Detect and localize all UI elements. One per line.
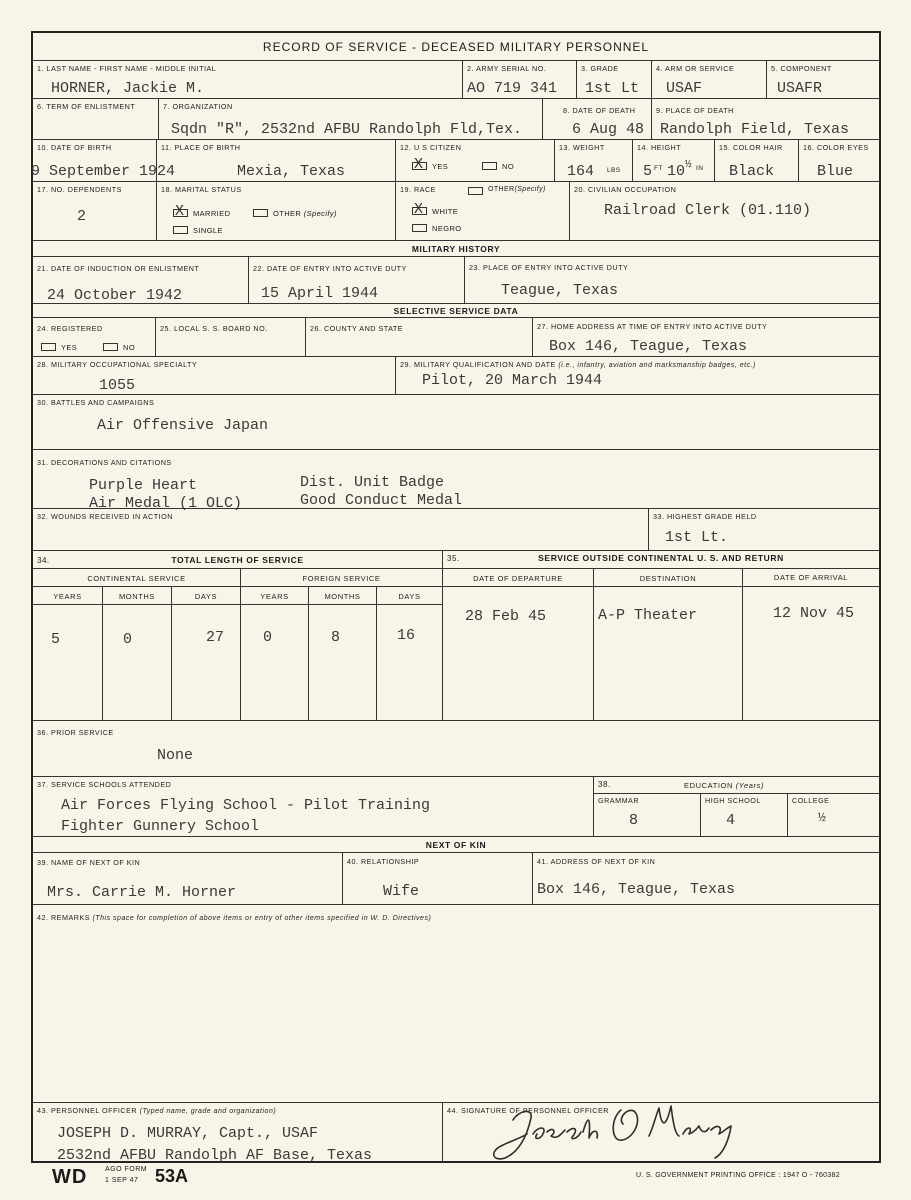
field-1-label: 1. LAST NAME - FIRST NAME - MIDDLE INITIAL: [37, 64, 217, 73]
field-11: [157, 140, 396, 182]
height-ft-unit: FT: [654, 165, 663, 172]
home-address: Box 146, Teague, Texas: [549, 338, 748, 355]
grammar-years: 8: [629, 812, 639, 829]
cont-years-label: YEARS: [53, 592, 82, 601]
marital-other-checkbox[interactable]: [253, 209, 268, 217]
single-label: SINGLE: [193, 226, 223, 235]
field-9-label: 9. PLACE OF DEATH: [656, 106, 734, 115]
destination-cell: [594, 587, 743, 721]
next-of-kin-name: Mrs. Carrie M. Horner: [47, 884, 237, 901]
field-4: [652, 61, 767, 99]
field-44: [443, 1103, 879, 1161]
departure-label: DATE OF DEPARTURE: [473, 574, 563, 583]
civilian-occupation: Railroad Clerk (01.110): [604, 202, 812, 219]
field-21: [33, 257, 249, 304]
white-label: WHITE: [432, 207, 459, 216]
citizen-yes-mark: X: [414, 156, 424, 173]
field-22-label: 22. DATE OF ENTRY INTO ACTIVE DUTY: [253, 264, 407, 273]
arrival-cell: [743, 587, 879, 721]
for-days-cell: [377, 605, 443, 721]
field-40-label: 40. RELATIONSHIP: [347, 857, 420, 866]
decoration-2: Air Medal (1 OLC): [89, 495, 243, 512]
negro-label: NEGRO: [432, 224, 462, 233]
field-30-label: 30. BATTLES AND CAMPAIGNS: [37, 398, 155, 407]
negro-checkbox[interactable]: [412, 224, 427, 232]
field-39-label: 39. NAME OF NEXT OF KIN: [37, 858, 141, 867]
registered-yes-label: YES: [61, 343, 78, 352]
field-14-label: 14. HEIGHT: [637, 143, 682, 152]
cont-days-value: 27: [206, 629, 225, 646]
school-1: Air Forces Flying School - Pilot Training: [61, 797, 431, 814]
field-24: [33, 318, 156, 357]
college-years: ½: [818, 810, 826, 825]
field-21-label: 21. DATE OF INDUCTION OR ENLISTMENT: [37, 264, 200, 273]
mos: 1055: [99, 377, 136, 394]
married-mark: X: [175, 203, 185, 220]
battles-campaigns: Air Offensive Japan: [97, 417, 269, 434]
component: USAFR: [777, 80, 823, 97]
field-43: [33, 1103, 443, 1164]
field-35-num: 35.: [447, 554, 460, 563]
personnel-officer-name: JOSEPH D. MURRAY, Capt., USAF: [57, 1125, 319, 1142]
destination: A-P Theater: [598, 607, 698, 624]
footer-wd: WD: [52, 1166, 88, 1188]
date-of-death: 6 Aug 48: [572, 121, 645, 138]
organization: Sqdn "R", 2532nd AFBU Randolph Fld,Tex.: [171, 121, 523, 138]
for-years-value: 0: [263, 629, 273, 646]
arm-or-service: USAF: [666, 80, 703, 97]
field-42: [33, 905, 879, 1103]
for-days-value: 16: [397, 627, 416, 644]
field-12-label: 12. U S CITIZEN: [400, 143, 462, 152]
field-28: [33, 357, 396, 395]
field-11-label: 11. PLACE OF BIRTH: [161, 143, 241, 152]
arrival-date: 12 Nov 45: [773, 605, 855, 622]
grammar-cell: [594, 793, 701, 837]
decoration-4: Good Conduct Medal: [300, 492, 463, 509]
field-10-label: 10. DATE OF BIRTH: [37, 143, 112, 152]
departure-header: [443, 569, 594, 587]
field-36-label: 36. PRIOR SERVICE: [37, 728, 114, 737]
field-28-label: 28. MILITARY OCCUPATIONAL SPECIALTY: [37, 360, 198, 369]
field-5: [767, 61, 879, 99]
field-25-label: 25. LOCAL S. S. BOARD NO.: [160, 324, 268, 333]
white-mark: X: [414, 201, 424, 218]
military-qualification: Pilot, 20 March 1944: [422, 372, 603, 389]
grade: 1st Lt: [585, 80, 640, 97]
height-frac: ½: [685, 159, 692, 171]
high-school-years: 4: [726, 812, 736, 829]
field-41: [533, 853, 879, 905]
next-of-kin-address: Box 146, Teague, Texas: [537, 881, 736, 898]
footer-form-number: 53A: [155, 1166, 189, 1186]
school-2: Fighter Gunnery School: [61, 818, 260, 835]
personnel-officer-org: 2532nd AFBU Randolph AF Base, Texas: [57, 1147, 373, 1164]
highest-grade: 1st Lt.: [665, 529, 729, 546]
field-37: [33, 777, 594, 837]
cont-days-cell: [172, 605, 241, 721]
field-36: [33, 721, 879, 777]
field-19-label: 19. RACE: [400, 185, 436, 194]
relationship: Wife: [383, 883, 420, 900]
cont-months-header: [103, 587, 172, 605]
field-17: [33, 182, 157, 241]
field-18-label: 18. MARITAL STATUS: [161, 185, 242, 194]
decoration-1: Purple Heart: [89, 477, 198, 494]
citizen-yes-checkbox[interactable]: [412, 156, 427, 173]
field-24-label: 24. REGISTERED: [37, 324, 103, 333]
field-8-label: 8. DATE OF DEATH: [563, 106, 636, 115]
field-35-header: [443, 551, 879, 569]
field-2: [463, 61, 577, 99]
field-34-header: [33, 551, 443, 569]
field-38-header: [594, 777, 879, 793]
weight-value: 164: [567, 163, 595, 180]
arrival-header: [743, 569, 879, 587]
selective-service-header: [33, 304, 879, 318]
field-4-label: 4. ARM OR SERVICE: [656, 64, 735, 73]
cont-months-label: MONTHS: [118, 592, 156, 601]
service-record-form: [31, 31, 881, 1163]
arrival-label: DATE OF ARRIVAL: [773, 573, 849, 582]
field-29-label: 29. MILITARY QUALIFICATION AND DATE (i.e., infantry, aviation and marksmanship badges, etc.): [400, 360, 756, 369]
form-title: RECORD OF SERVICE - DECEASED MILITARY PERSONNEL: [262, 40, 650, 54]
field-3-label: 3. GRADE: [581, 64, 619, 73]
field-13-label: 13. WEIGHT: [559, 143, 605, 152]
field-26: [306, 318, 533, 357]
registered-no-checkbox[interactable]: [103, 343, 118, 351]
field-6: [33, 99, 159, 140]
field-2-label: 2. ARMY SERIAL NO.: [467, 64, 547, 73]
field-23: [465, 257, 879, 304]
weight-unit: LBS: [607, 167, 621, 174]
destination-header: [594, 569, 743, 587]
field-15: [715, 140, 799, 182]
field-35-title: SERVICE OUTSIDE CONTINENTAL U. S. AND RETURN: [538, 553, 784, 563]
field-6-label: 6. TERM OF ENLISTMENT: [37, 102, 136, 111]
place-of-death: Randolph Field, Texas: [660, 121, 850, 138]
active-duty-date: 15 April 1944: [261, 285, 379, 302]
field-16: [799, 140, 879, 182]
cont-years-cell: [33, 605, 103, 721]
field-32: [33, 509, 649, 551]
footer-ago: AGO FORM: [105, 1166, 148, 1173]
for-months-cell: [309, 605, 377, 721]
induction-date: 24 October 1942: [47, 287, 183, 304]
citizen-no-checkbox[interactable]: [482, 162, 497, 170]
field-31-label: 31. DECORATIONS AND CITATIONS: [37, 458, 172, 467]
cont-months-cell: [103, 605, 172, 721]
field-41-label: 41. ADDRESS OF NEXT OF KIN: [537, 857, 656, 866]
field-18: [157, 182, 396, 241]
for-years-label: YEARS: [260, 592, 289, 601]
field-7: [159, 99, 542, 140]
continental-label: CONTINENTAL SERVICE: [87, 574, 186, 583]
height-in-unit: IN: [696, 165, 704, 172]
cont-days-header: [172, 587, 241, 605]
for-days-header: [377, 587, 443, 605]
race-other-checkbox[interactable]: [468, 187, 483, 195]
height-in: 10: [667, 163, 686, 180]
field-17-label: 17. NO. DEPENDENTS: [37, 185, 122, 194]
departure-cell: [443, 587, 594, 721]
next-of-kin-header: [33, 837, 879, 853]
height-ft: 5: [643, 163, 653, 180]
married-checkbox[interactable]: [173, 203, 188, 220]
field-20: [570, 182, 879, 241]
citizen-no-label: NO: [502, 162, 515, 171]
field-44-label: 44. SIGNATURE OF PERSONNEL OFFICER: [447, 1106, 609, 1115]
high-school-cell: [701, 793, 788, 837]
field-7-label: 7. ORGANIZATION: [163, 102, 233, 111]
field-37-label: 37. SERVICE SCHOOLS ATTENDED: [37, 780, 172, 789]
field-32-label: 32. WOUNDS RECEIVED IN ACTION: [37, 512, 173, 521]
signature: [483, 1088, 743, 1164]
field-1: [33, 61, 463, 99]
citizen-yes-label: YES: [432, 162, 449, 171]
decoration-3: Dist. Unit Badge: [300, 474, 445, 491]
for-days-label: DAYS: [398, 592, 421, 601]
grammar-label: GRAMMAR: [598, 796, 640, 805]
eye-color: Blue: [817, 163, 854, 180]
field-25: [156, 318, 306, 357]
white-checkbox[interactable]: [412, 201, 427, 218]
registered-yes-checkbox[interactable]: [41, 343, 56, 351]
military-history-title: MILITARY HISTORY: [411, 244, 501, 254]
field-16-label: 16. COLOR EYES: [803, 143, 869, 152]
footer-date: 1 SEP 47: [105, 1177, 139, 1184]
destination-label: DESTINATION: [639, 574, 697, 583]
college-label: COLLEGE: [792, 796, 830, 805]
field-14: [633, 140, 715, 182]
dependents: 2: [77, 208, 87, 225]
military-history-header: [33, 241, 879, 257]
cont-months-value: 0: [123, 631, 133, 648]
place-of-birth: Mexia, Texas: [237, 163, 346, 180]
college-cell: [788, 793, 879, 837]
field-31: [33, 450, 879, 512]
date-of-birth: 9 September 1924: [31, 163, 176, 180]
for-years-header: [241, 587, 309, 605]
field-34-num: 34.: [37, 556, 50, 565]
education-title: EDUCATION (Years): [684, 781, 765, 790]
field-43-label: 43. PERSONNEL OFFICER (Typed name, grade and organization): [37, 1106, 277, 1115]
selective-service-title: SELECTIVE SERVICE DATA: [393, 306, 519, 316]
departure-date: 28 Feb 45: [465, 608, 547, 625]
field-15-label: 15. COLOR HAIR: [719, 143, 783, 152]
field-26-label: 26. COUNTY AND STATE: [310, 324, 404, 333]
field-33: [649, 509, 879, 551]
field-40: [343, 853, 533, 905]
field-38-num: 38.: [598, 780, 611, 789]
field-33-label: 33. HIGHEST GRADE HELD: [653, 512, 757, 521]
field-12: [396, 140, 555, 182]
continental-header: [33, 569, 241, 587]
for-years-cell: [241, 605, 309, 721]
registered-no-label: NO: [123, 343, 136, 352]
single-checkbox[interactable]: [173, 226, 188, 234]
for-months-value: 8: [331, 629, 341, 646]
full-name: HORNER, Jackie M.: [51, 80, 205, 97]
married-label: MARRIED: [193, 209, 231, 218]
footer-printer: U. S. GOVERNMENT PRINTING OFFICE : 1947 O - 760382: [636, 1172, 840, 1179]
field-23-label: 23. PLACE OF ENTRY INTO ACTIVE DUTY: [469, 263, 629, 272]
field-22: [249, 257, 465, 304]
form-title-row: [33, 33, 879, 61]
cont-years-value: 5: [51, 631, 61, 648]
foreign-label: FOREIGN SERVICE: [302, 574, 381, 583]
race-other-label: OTHER(Specify): [488, 186, 546, 193]
field-39: [33, 853, 343, 905]
field-42-label: 42. REMARKS (This space for completion of above items or entry of other items specified in W. D. Directives): [37, 913, 432, 922]
foreign-header: [241, 569, 443, 587]
next-of-kin-title: NEXT OF KIN: [425, 840, 487, 850]
marital-other-label: OTHER (Specify): [273, 209, 337, 218]
field-27-label: 27. HOME ADDRESS AT TIME OF ENTRY INTO ACTIVE DUTY: [537, 322, 768, 331]
field-30: [33, 395, 879, 450]
place-of-entry: Teague, Texas: [501, 282, 619, 299]
field-9: [652, 99, 879, 140]
field-20-label: 20. CIVILIAN OCCUPATION: [574, 185, 677, 194]
army-serial-no: AO 719 341: [467, 80, 558, 97]
cont-years-header: [33, 587, 103, 605]
for-months-label: MONTHS: [324, 592, 361, 601]
field-8: [542, 99, 652, 140]
field-13: [555, 140, 633, 182]
for-months-header: [309, 587, 377, 605]
field-5-label: 5. COMPONENT: [771, 64, 832, 73]
field-27: [533, 318, 879, 357]
field-29: [396, 357, 879, 395]
field-10: [31, 140, 176, 182]
field-34-title: TOTAL LENGTH OF SERVICE: [171, 555, 304, 565]
high-school-label: HIGH SCHOOL: [705, 796, 761, 805]
field-3: [577, 61, 652, 99]
field-19: [396, 182, 570, 241]
hair-color: Black: [729, 163, 775, 180]
cont-days-label: DAYS: [194, 592, 218, 601]
prior-service: None: [157, 747, 194, 764]
